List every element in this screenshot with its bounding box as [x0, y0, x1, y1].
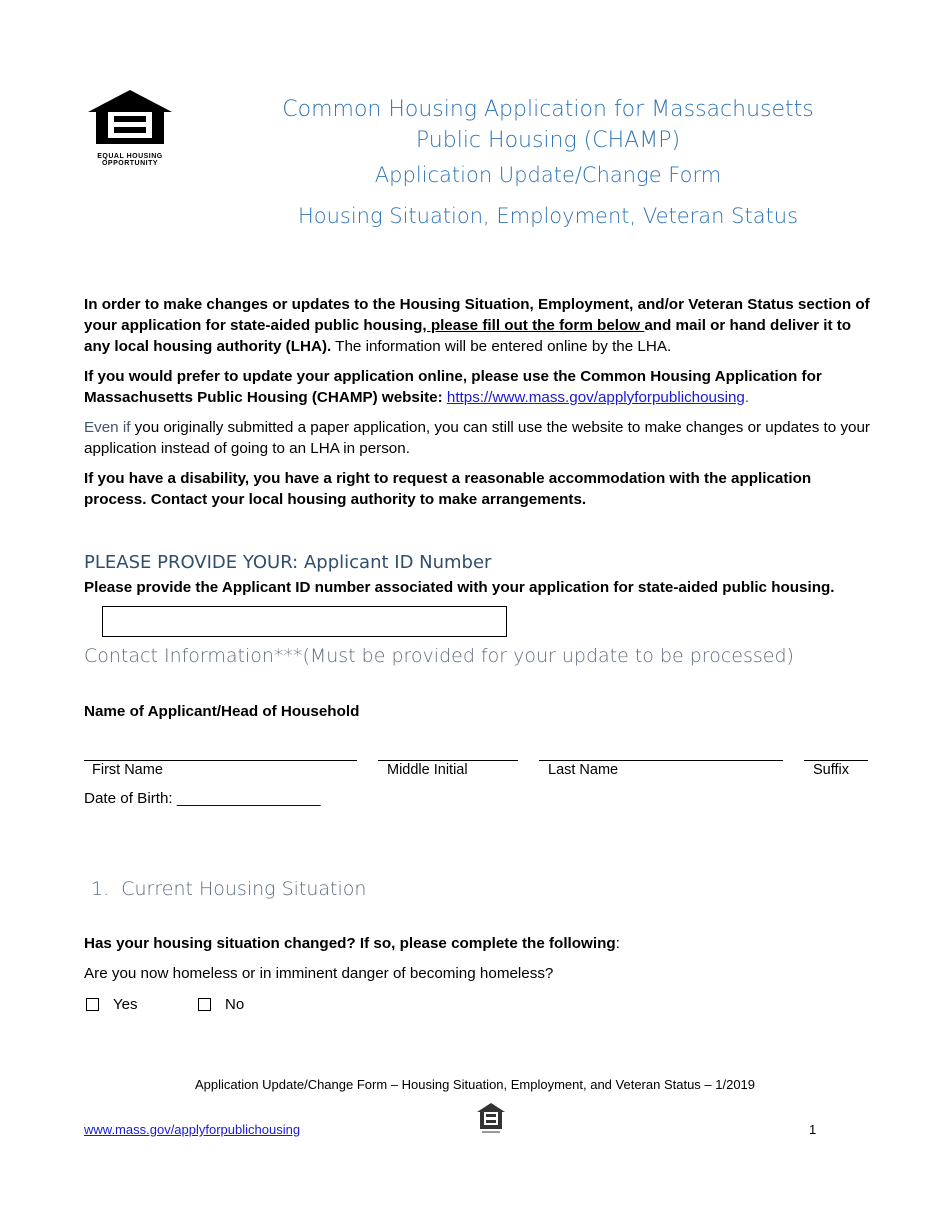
intro-paragraph-4: If you have a disability, you have a right to request a reasonable accommodation with the application process. Contact your local housing authority to make arrangements.: [84, 470, 812, 508]
intro-p3-muted: Even if: [84, 419, 131, 436]
champ-website-link[interactable]: https://www.mass.gov/applyforpublichousing: [446, 389, 745, 406]
intro-paragraph-1: [84, 294, 874, 357]
intro-p1-bold2: and mail or hand deliver it to any local housing authority (LHA).: [84, 317, 852, 355]
footer-house-icon: [476, 1102, 506, 1134]
middle-initial-field[interactable]: [378, 760, 518, 761]
date-of-birth-row: [84, 790, 320, 807]
applicant-id-input[interactable]: [102, 606, 507, 637]
date-of-birth-field[interactable]: _________________: [176, 790, 321, 807]
intro-p2-bold: If you would prefer to update your application online, please use the Common Housing Application for Massachusetts Public Housing (CHAMP) website:: [84, 368, 822, 406]
housing-changed-question: [84, 933, 874, 954]
form-subtitle-topics: Housing Situation, Employment, Veteran Status: [297, 204, 799, 228]
intro-paragraph-3: [84, 417, 874, 459]
footer-logo: [476, 1102, 506, 1134]
form-subtitle: Application Update/Change Form: [374, 163, 722, 187]
no-option[interactable]: [198, 996, 244, 1013]
intro-paragraph-2: [84, 366, 874, 408]
first-name-field[interactable]: [84, 760, 357, 761]
suffix-field[interactable]: [804, 760, 868, 761]
applicant-id-heading: PLEASE PROVIDE YOUR: Applicant ID Number: [84, 552, 492, 573]
name-of-applicant-label: Name of Applicant/Head of Household: [84, 703, 360, 720]
page-number: 1: [809, 1122, 817, 1137]
yes-checkbox[interactable]: [86, 998, 99, 1011]
logo-text-line1: EQUAL HOUSING: [97, 153, 163, 160]
intro-p1-underline: , please fill out the form below: [422, 317, 645, 334]
last-name-caption: Last Name: [548, 762, 619, 778]
equal-housing-logo: [86, 88, 174, 167]
yes-label: Yes: [113, 996, 138, 1013]
intro-p3-normal: you originally submitted a paper application, you can still use the website to make changes or updates to your application instead of going to an LHA in person.: [84, 419, 870, 457]
middle-initial-caption: Middle Initial: [387, 762, 468, 778]
suffix-caption: Suffix: [813, 762, 850, 778]
last-name-field[interactable]: [539, 760, 783, 761]
housing-changed-colon: :: [615, 935, 620, 952]
housing-changed-bold: Has your housing situation changed? If so, please complete the following: [84, 935, 616, 952]
homeless-question: Are you now homeless or in imminent danger of becoming homeless?: [84, 965, 554, 982]
intro-p1-bold: In order to make changes or updates to the Housing Situation, Employment, and/or Veteran Status section of your application for state-aided public housing: [84, 296, 870, 334]
house-icon: [86, 88, 174, 148]
no-checkbox[interactable]: [198, 998, 211, 1011]
first-name-caption: First Name: [92, 762, 163, 778]
yes-option[interactable]: [86, 996, 137, 1013]
no-label: No: [225, 996, 245, 1013]
footer-website-link[interactable]: www.mass.gov/applyforpublichousing: [84, 1122, 301, 1137]
contact-info-heading: Contact Information***(Must be provided for your update to be processed): [84, 645, 794, 667]
date-of-birth-label: Date of Birth:: [84, 790, 177, 807]
applicant-id-instruction: Please provide the Applicant ID number associated with your application for state-aided public housing.: [84, 579, 835, 596]
form-title: Common Housing Application for Massachusetts Public Housing (CHAMP): [282, 97, 814, 153]
logo-text-line2: OPPORTUNITY: [101, 160, 159, 167]
section-1-heading: [91, 878, 366, 900]
section-1-title: Current Housing Situation: [121, 878, 367, 900]
intro-p2-end: .: [744, 389, 750, 406]
footer-text: Application Update/Change Form – Housing Situation, Employment, and Veteran Status – 1/2019: [194, 1077, 756, 1092]
intro-p1-normal: The information will be entered online by the LHA.: [331, 338, 672, 355]
section-1-number: 1.: [91, 878, 110, 900]
